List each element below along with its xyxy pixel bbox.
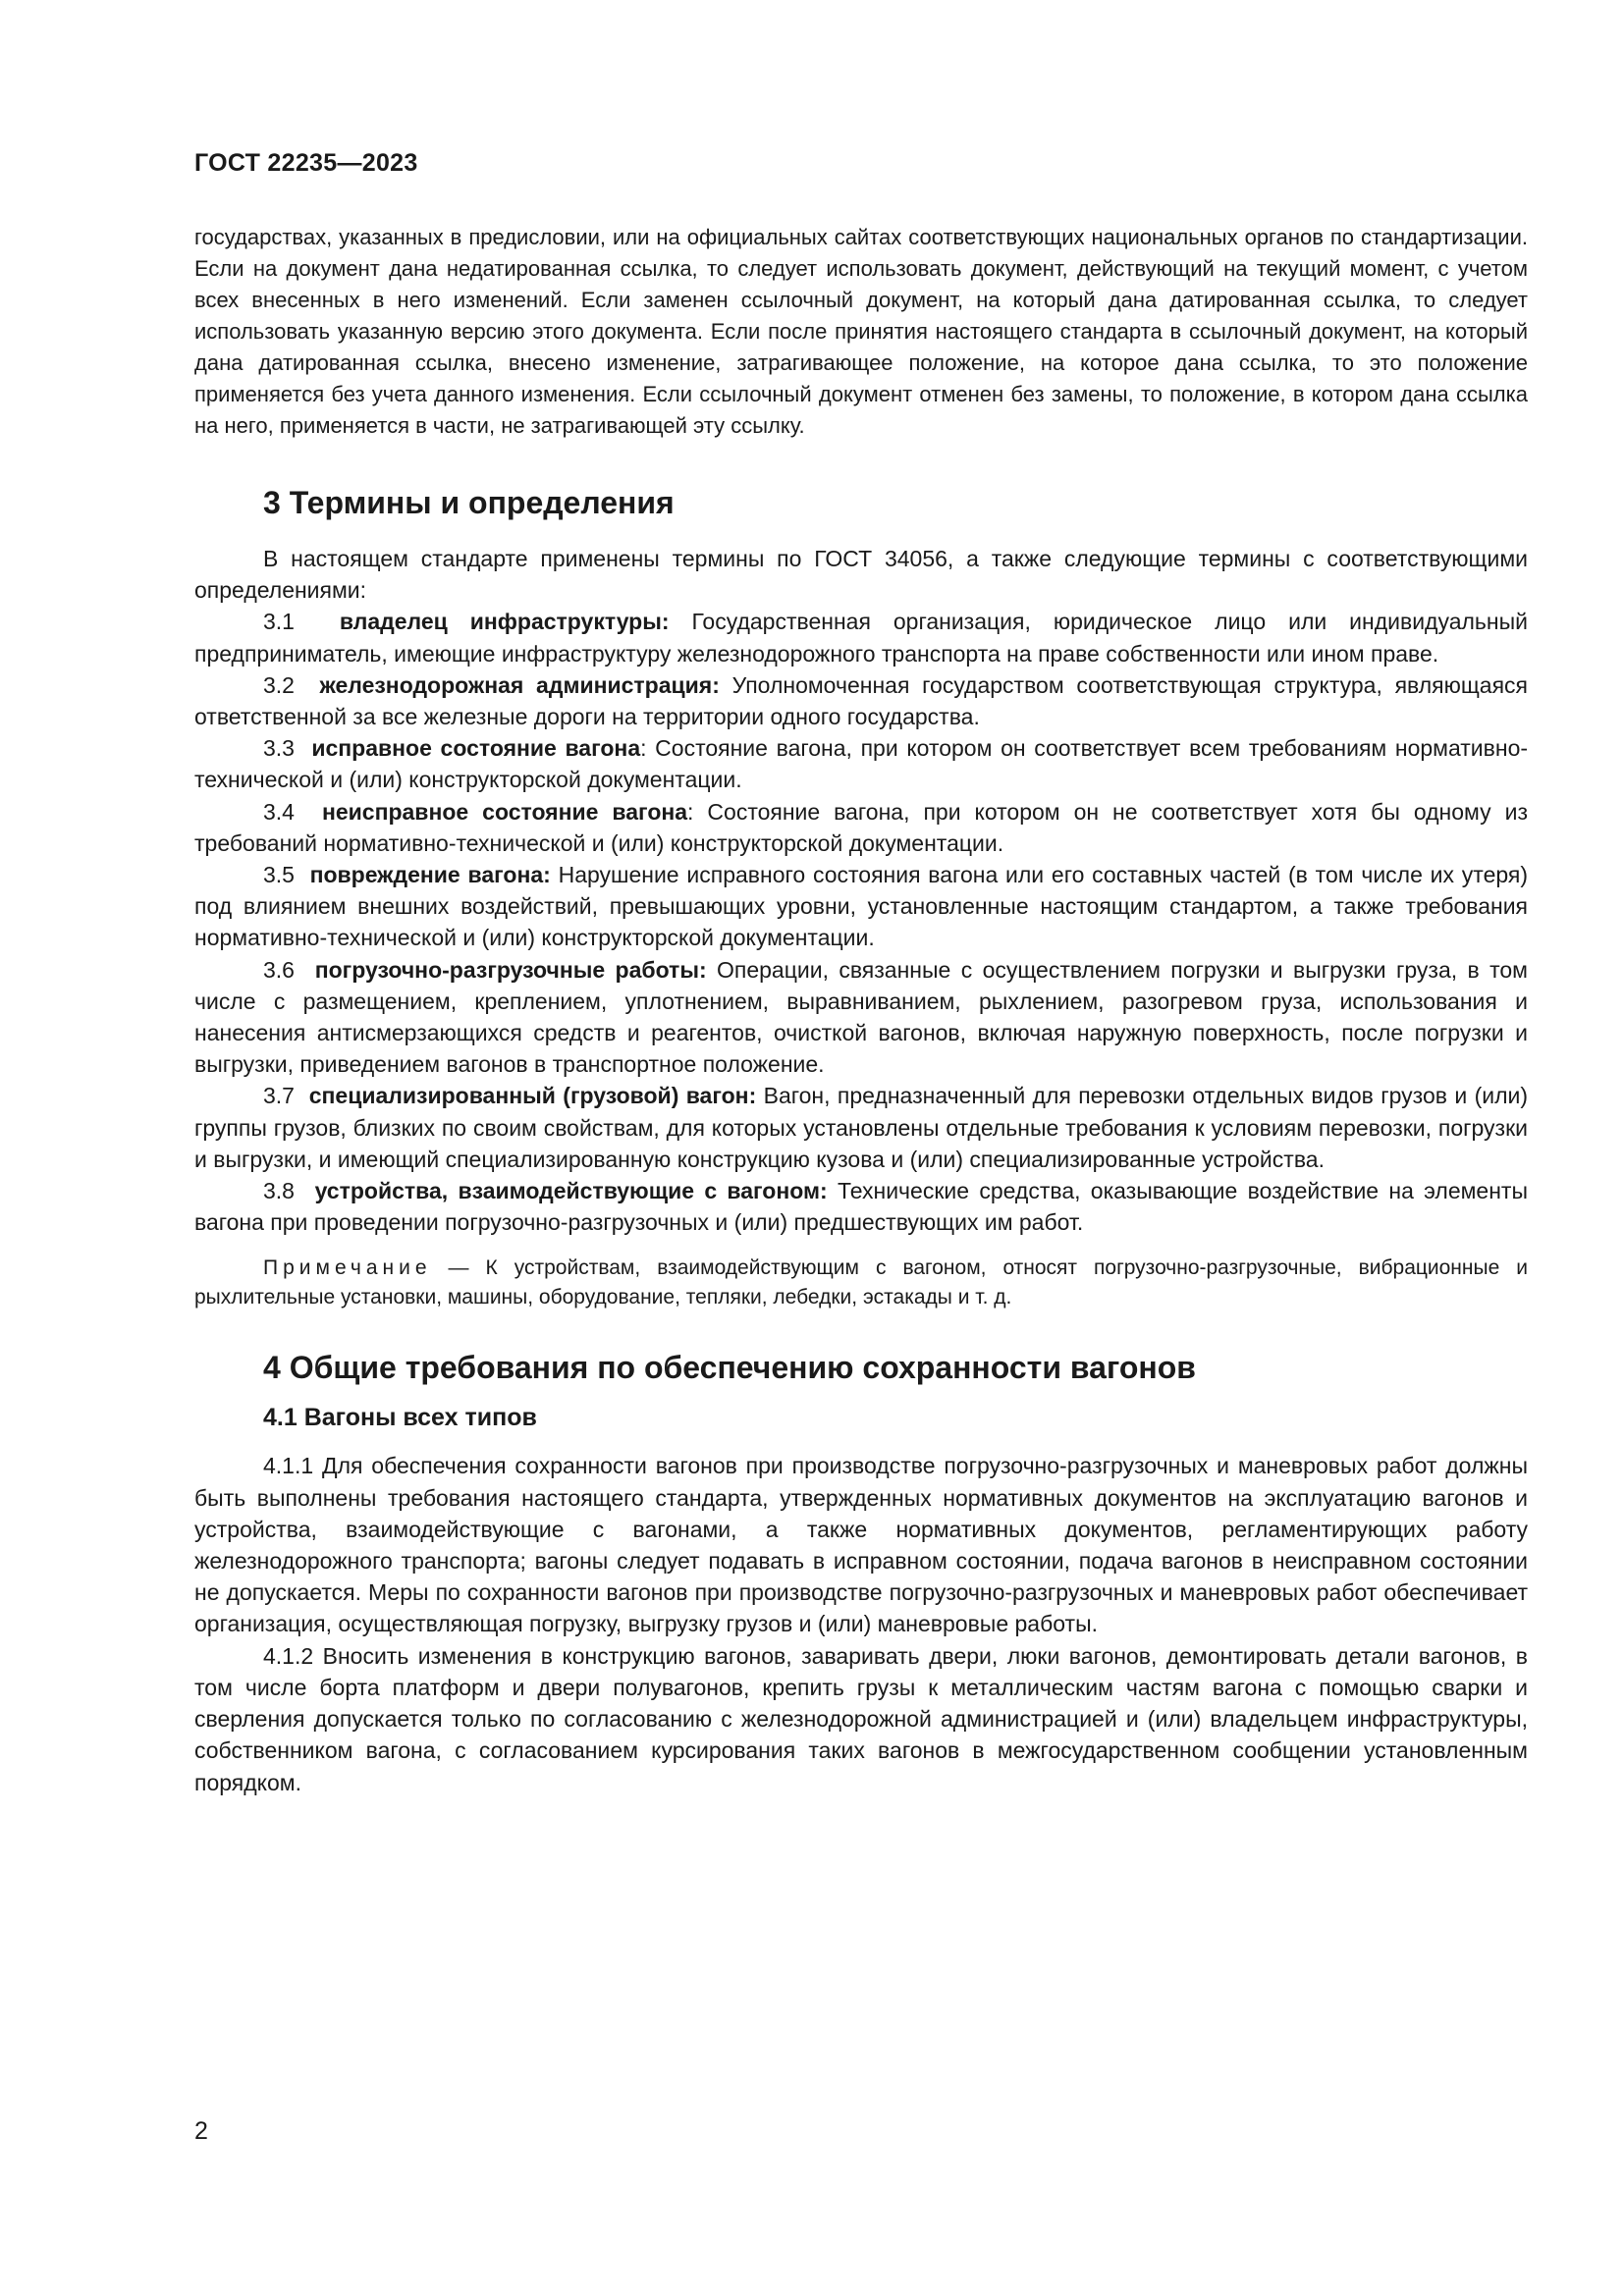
document-header: ГОСТ 22235—2023	[194, 149, 418, 177]
paragraph-number: 4.1.2	[263, 1642, 314, 1669]
term-3-5	[194, 859, 1528, 954]
term-name: устройства, взаимодействующие с вагоном:	[314, 1178, 828, 1204]
page-content	[194, 222, 1528, 1798]
term-definition: Уполномоченная государством соответствующая структура, являющаяся ответственной за все железные дороги на территории одного государства.	[194, 671, 1528, 730]
term-number: 3.6	[263, 956, 295, 983]
term-number: 3.4	[263, 798, 295, 825]
term-definition: : Состояние вагона, при котором он не соответствует хотя бы одному из требований нормативно-технической и (или) конструкторской документации.	[194, 798, 1528, 856]
note-label: Примечание	[263, 1256, 432, 1280]
term-definition: : Состояние вагона, при котором он соответствует всем требованиям нормативно-технической и (или) конструкторской документации.	[194, 735, 1529, 793]
section-4-title: 4 Общие требования по обеспечению сохранности вагонов	[263, 1350, 1196, 1386]
note-text: — К устройствам, взаимодействующим с вагоном, относят погрузочно-разгрузочные, вибрационные и рыхлительные установки, машины, оборудование, тепляки, лебедки, эстакады и т. д.	[194, 1256, 1528, 1309]
term-number: 3.2	[263, 671, 295, 698]
term-number: 3.3	[263, 735, 295, 762]
term-3-6	[194, 954, 1528, 1081]
term-name: погрузочно-разгрузочные работы:	[314, 956, 707, 983]
paragraph-number: 4.1.1	[263, 1453, 314, 1479]
term-definition: Государственная организация, юридическое лицо или индивидуальный предприниматель, имеющие инфраструктуру железнодорожного транспорта на праве собственности или ином праве.	[194, 609, 1528, 667]
paragraph-4-1-1	[194, 1450, 1528, 1639]
term-name: повреждение вагона:	[309, 862, 551, 888]
page-number: 2	[194, 2117, 208, 2145]
term-3-4	[194, 796, 1528, 859]
term-3-3	[194, 732, 1528, 795]
term-definition: Нарушение исправного состояния вагона или его составных частей (в том числе их утеря) под влиянием внешних воздействий, превышающих уровни, установленные настоящим стандартом, а также требования нормативно-технической и (или) конструкторской документации.	[194, 862, 1529, 951]
subsection-4-1-title: 4.1 Вагоны всех типов	[263, 1404, 537, 1432]
paragraph-4-1-2	[194, 1640, 1528, 1798]
term-number: 3.5	[263, 862, 295, 888]
term-definition: Технические средства, оказывающие воздействие на элементы вагона при проведении погрузочно-разгрузочных и (или) предшествующих им работ.	[194, 1178, 1528, 1236]
term-3-7	[194, 1080, 1528, 1175]
section-3-note	[194, 1254, 1528, 1312]
term-name: владелец инфраструктуры:	[339, 609, 670, 635]
term-number: 3.8	[263, 1178, 295, 1204]
term-definition: Вагон, предназначенный для перевозки отдельных видов грузов и (или) группы грузов, близких по своим свойствам, для которых установлены отдельные требования к условиям перевозки, погрузки и выгрузки, и имеющий специализированную конструкцию кузова и (или) специализированные устройства.	[194, 1083, 1529, 1172]
section-3-title: 3 Термины и определения	[263, 485, 675, 520]
term-3-1	[194, 606, 1528, 668]
paragraph-text: Для обеспечения сохранности вагонов при производстве погрузочно-разгрузочных и маневровых работ должны быть выполнены требования настоящего стандарта, утвержденных нормативных документов на эксплуатацию вагонов и устройства, взаимодействующие с вагонами, а также нормативных документов, регламентирующих работу железнодорожного транспорта; вагоны следует подавать в исправном состоянии, подача вагонов в неисправном состоянии не допускается. Меры по сохранности вагонов при производстве погрузочно-разгрузочных и маневровых работ обеспечивает организация, осуществляющая погрузку, выгрузку грузов и (или) маневровые работы.	[194, 1453, 1528, 1637]
term-name: специализированный (грузовой) вагон:	[308, 1083, 757, 1109]
section-3-lead: В настоящем стандарте применены термины по ГОСТ 34056, а также следующие термины с соответствующими определениями:	[194, 546, 1528, 604]
paragraph-text: Вносить изменения в конструкцию вагонов, заваривать двери, люки вагонов, демонтировать детали вагонов, в том числе борта платформ и двери полувагонов, крепить грузы к металлическим частям вагона с помощью сварки и сверления допускается только по согласованию с железнодорожной администрацией и (или) владельцем инфраструктуры, собственником вагона, с согласованием курсирования таких вагонов в межгосударственном сообщении установленным порядком.	[194, 1642, 1528, 1795]
intro-paragraph: государствах, указанных в предисловии, или на официальных сайтах соответствующих национальных органов по стандартизации. Если на документ дана недатированная ссылка, то следует использовать документ, действующий на текущий момент, с учетом всех внесенных в него изменений. Если заменен ссылочный документ, на который дана датированная ссылка, то следует использовать указанную версию этого документа. Если после принятия настоящего стандарта в ссылочный документ, на который дана датированная ссылка, внесено изменение, затрагивающее положение, на которое дана ссылка, то это положение применяется без учета данного изменения. Если ссылочный документ отменен без замены, то положение, в котором дана ссылка на него, применяется в части, не затрагивающей эту ссылку.	[194, 225, 1528, 438]
term-name: исправное состояние вагона	[311, 735, 641, 762]
term-3-8	[194, 1175, 1528, 1238]
term-definition: Операции, связанные с осуществлением погрузки и выгрузки груза, в том числе с размещением, креплением, уплотнением, выравниванием, рыхлением, разогревом груза, использования и нанесения антисмерзающихся средств и реагентов, очисткой вагонов, включая наружную поверхность, после погрузки и выгрузки, приведением вагонов в транспортное положение.	[194, 956, 1528, 1078]
term-name: неисправное состояние вагона	[321, 798, 688, 825]
term-number: 3.7	[263, 1083, 295, 1109]
term-name: железнодорожная администрация:	[319, 671, 720, 698]
term-3-2	[194, 669, 1528, 732]
term-number: 3.1	[263, 609, 295, 635]
